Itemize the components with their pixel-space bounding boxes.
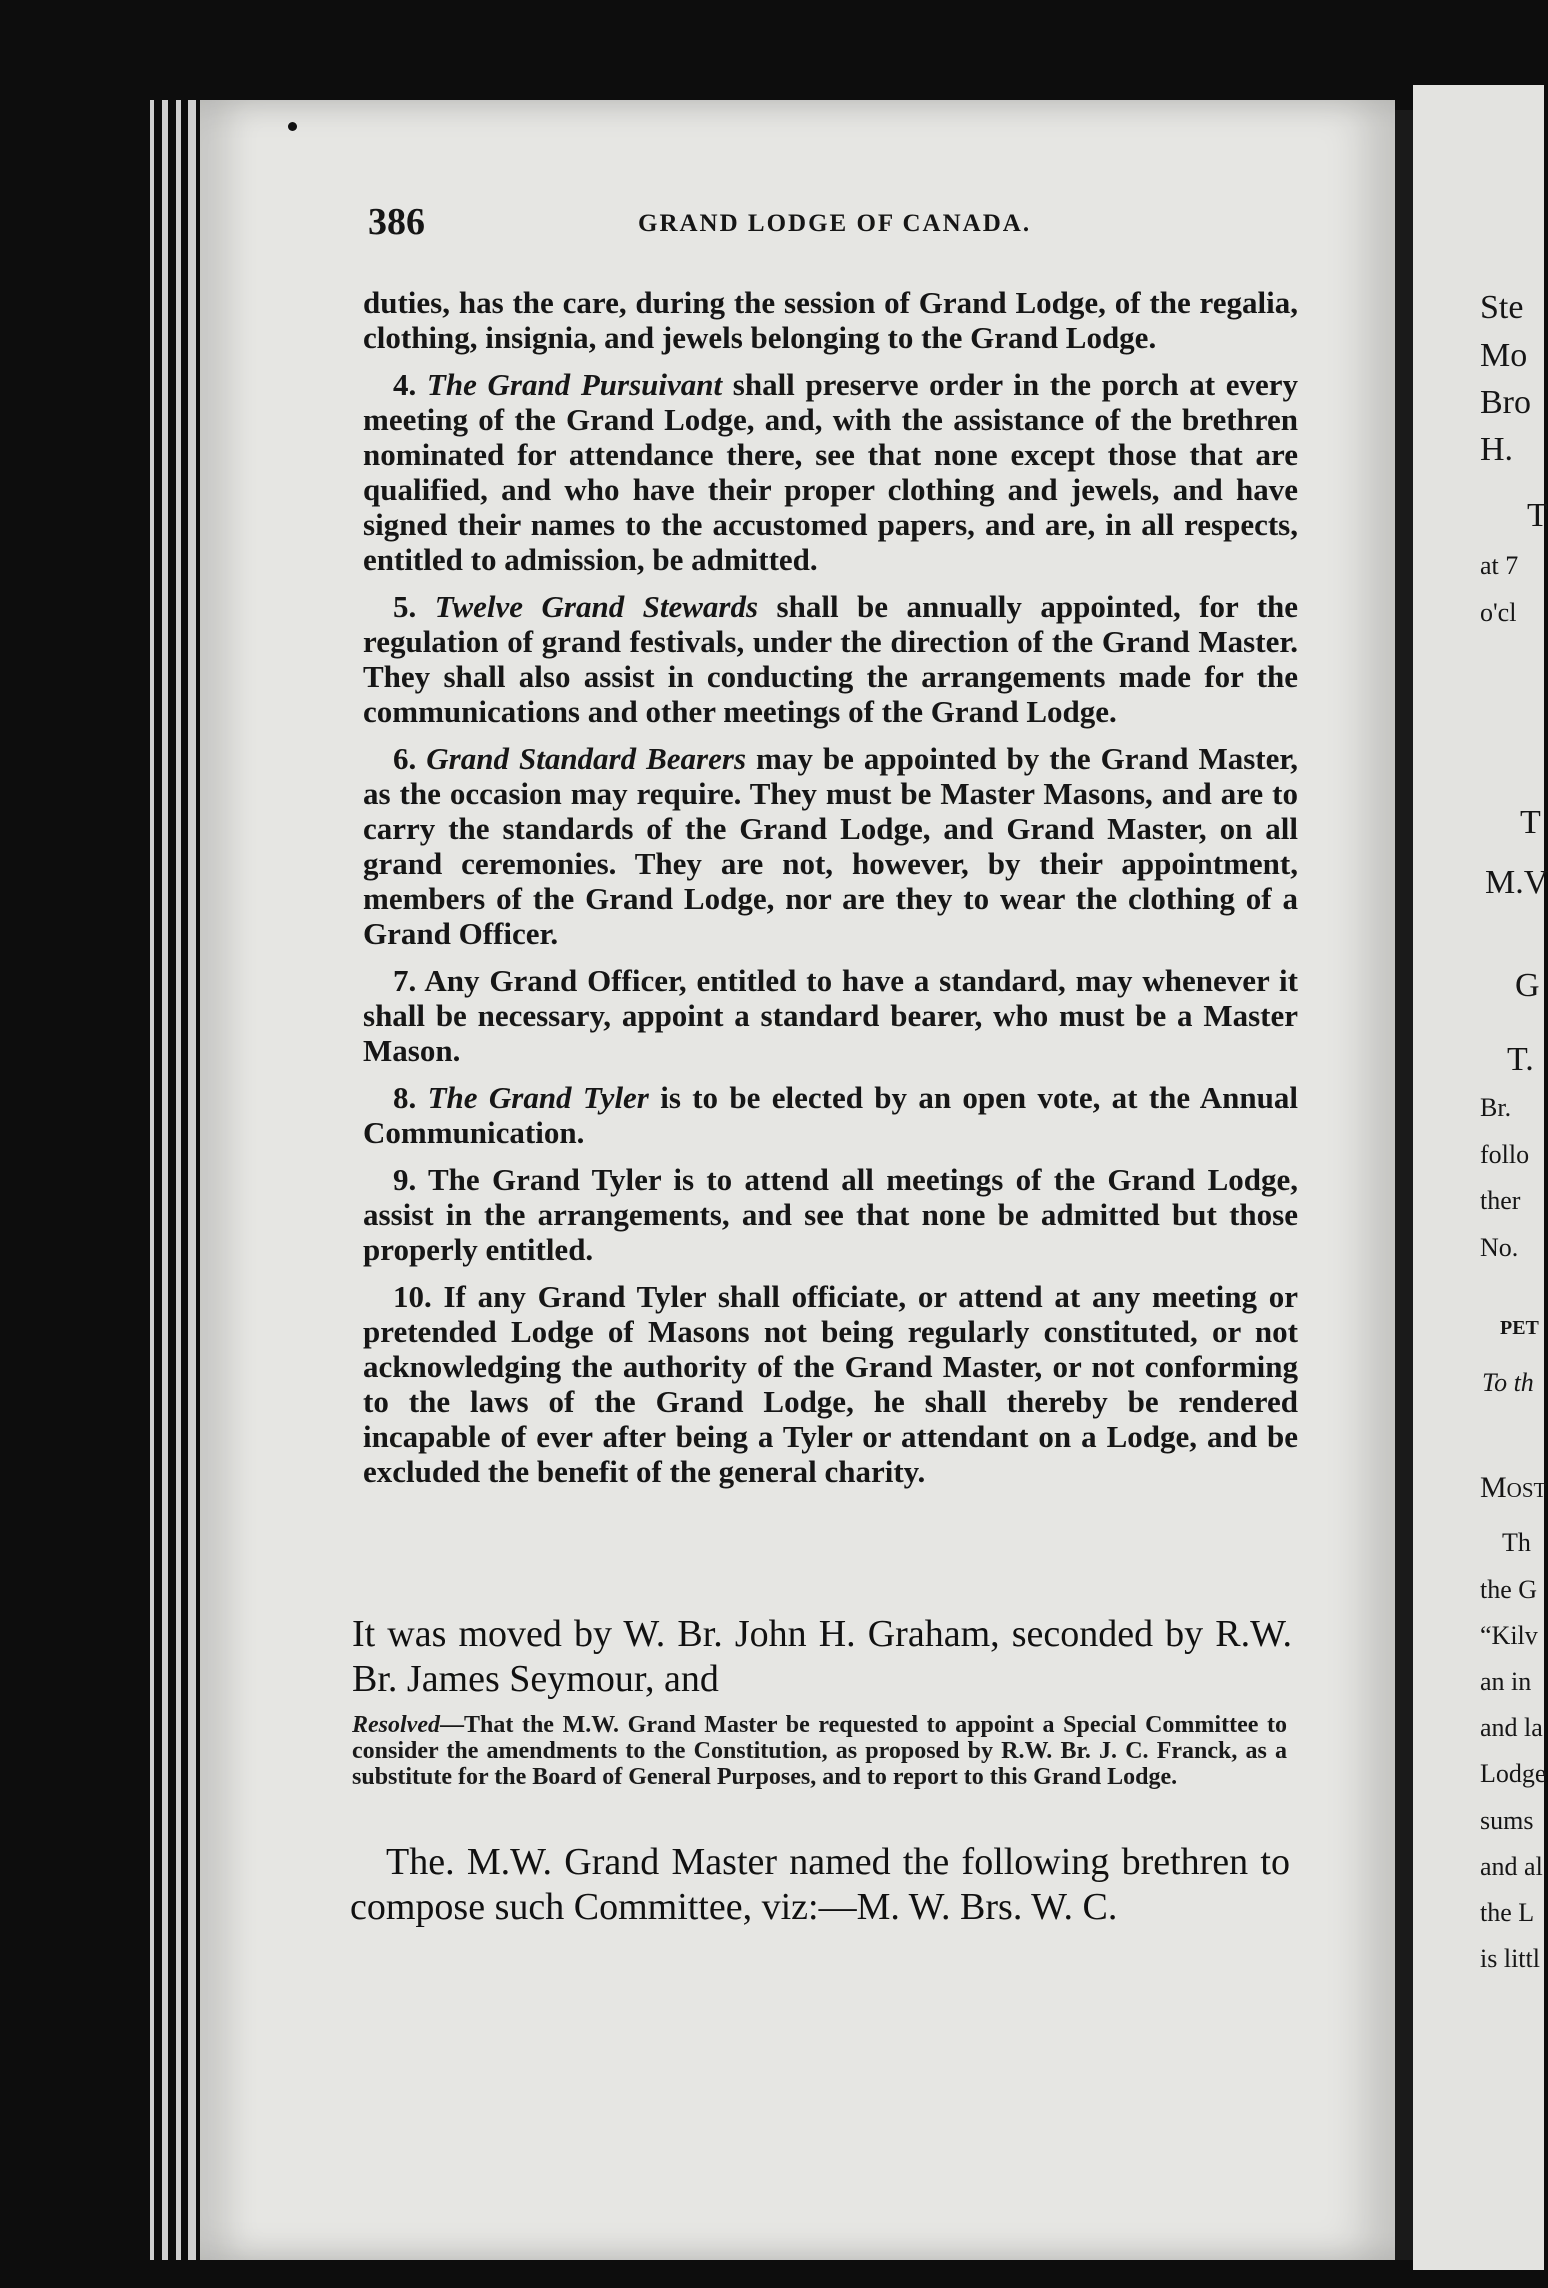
facing-fragment: and al (1480, 1852, 1543, 1881)
section-number: 5. (393, 589, 417, 624)
facing-fragment: H. (1480, 431, 1514, 468)
paragraph-6 (363, 741, 1298, 951)
resolution (352, 1712, 1287, 1790)
facing-fragment: To th (1482, 1368, 1534, 1397)
section-text: is to be elected by an open vote, at the Annual Communication. (363, 1080, 1299, 1150)
section-text: shall preserve order in the porch at every meeting of the Grand Lodge, and, with the assistance of the brethren nominated for attendance there, see that none except those that are qualified, and who have their proper clothing and jewels, and have signed their names to the accustomed papers, and are, in all respects, entitled to admission, be admitted. (363, 367, 1299, 577)
running-title: GRAND LODGE OF CANADA. (638, 210, 1032, 237)
section-title: Twelve Grand Stewards (434, 589, 759, 624)
paragraph-7: 7. Any Grand Officer, entitled to have a standard, may whenever it shall be necessary, appoint a standard bearer, who must be a Master Mason. (363, 963, 1298, 1068)
resolution-label: Resolved (352, 1712, 440, 1738)
section-title: The Grand Pursuivant (426, 367, 723, 402)
paragraph-9: 9. The Grand Tyler is to attend all meetings of the Grand Lodge, assist in the arrangements, and see that none be admitted but those properly entitled. (363, 1162, 1298, 1267)
section-title: Grand Standard Bearers (426, 741, 747, 776)
facing-fragment: G (1515, 967, 1540, 1004)
facing-fragment: follo (1480, 1140, 1530, 1169)
facing-fragment: sums (1480, 1806, 1534, 1835)
facing-fragment: Bro (1480, 384, 1531, 421)
facing-fragment: an in (1480, 1667, 1532, 1696)
facing-fragment: T (1527, 497, 1548, 534)
motion-text: It was moved by W. Br. John H. Graham, seconded by R.W. Br. James Seymour, and (352, 1613, 1292, 1700)
facing-fragment: and la (1480, 1713, 1543, 1742)
resolution-text: —That the M.W. Grand Master be requested to appoint a Special Committee to consider the amendments to the Constitution, as proposed by R.W. Br. J. C. Franck, as a substitute for the Board of General Purposes, and to report to this Grand Lodge. (352, 1712, 1287, 1790)
section-title: The Grand Tyler (427, 1080, 649, 1115)
page-edge (188, 100, 196, 2260)
running-header (368, 200, 1308, 250)
facing-fragment: Ste (1480, 289, 1524, 326)
paragraph-3-continued: duties, has the care, during the session of Grand Lodge, of the regalia, clothing, insignia, and jewels belonging to the Grand Lodge. (363, 285, 1298, 355)
facing-fragment: the G (1480, 1575, 1538, 1604)
facing-fragment: ther (1480, 1186, 1521, 1215)
facing-fragment: No. (1480, 1233, 1519, 1262)
facing-fragment: PET (1500, 1317, 1539, 1339)
facing-fragment: at 7 (1480, 551, 1519, 580)
paragraph-10: 10. If any Grand Tyler shall officiate, or attend at any meeting or pretended Lodge of Masons not being regularly constituted, or not acknowledging the authority of the Grand Master, or not conforming to the laws of the Grand Lodge, he shall thereby be rendered incapable of ever after being a Tyler or attendant on a Lodge, and be excluded the benefit of the general charity. (363, 1279, 1298, 1489)
ink-speck (288, 122, 297, 131)
book-gutter (1395, 110, 1413, 2260)
paragraph-8 (363, 1080, 1298, 1150)
facing-fragment: o'cl (1480, 598, 1517, 627)
body-text (363, 285, 1298, 1501)
facing-fragment: the L (1480, 1898, 1535, 1927)
page-edge (150, 100, 154, 2260)
facing-fragment: is littl (1480, 1944, 1540, 1973)
section-text: may be appointed by the Grand Master, as the occasion may require. They must be Master Masons, and are to carry the standards of the Grand Lodge, and Grand Master, on all grand ceremonies. They are not, however, by their appointment, members of the Grand Lodge, nor are they to wear the clothing of a Grand Officer. (363, 741, 1299, 951)
page-edge (176, 100, 181, 2260)
section-number: 4. (393, 367, 417, 402)
section-number: 8. (393, 1080, 417, 1115)
page-edge (162, 100, 168, 2260)
committee-named-text: The. M.W. Grand Master named the following brethren to compose such Committee, viz:—M. W. Brs. W. C. (350, 1841, 1290, 1928)
facing-fragment: Most (1480, 1471, 1547, 1504)
section-text: shall be annually appointed, for the regulation of grand festivals, under the direction of the Grand Master. They shall also assist in conducting the arrangements made for the communications and other meetings of the Grand Lodge. (363, 589, 1299, 729)
page-number: 386 (368, 201, 425, 243)
facing-fragment: Br. (1480, 1093, 1512, 1122)
facing-fragment: T. (1507, 1041, 1534, 1078)
facing-fragment: “Kilv (1480, 1621, 1538, 1650)
facing-fragment: T (1520, 804, 1541, 841)
facing-fragment: Th (1502, 1528, 1531, 1557)
section-number: 6. (393, 741, 417, 776)
facing-fragment: Lodge (1480, 1759, 1547, 1788)
facing-fragment: Mo (1480, 337, 1528, 374)
facing-fragment: M.V (1485, 864, 1548, 901)
paragraph-4 (363, 367, 1298, 577)
paragraph-5 (363, 589, 1298, 729)
